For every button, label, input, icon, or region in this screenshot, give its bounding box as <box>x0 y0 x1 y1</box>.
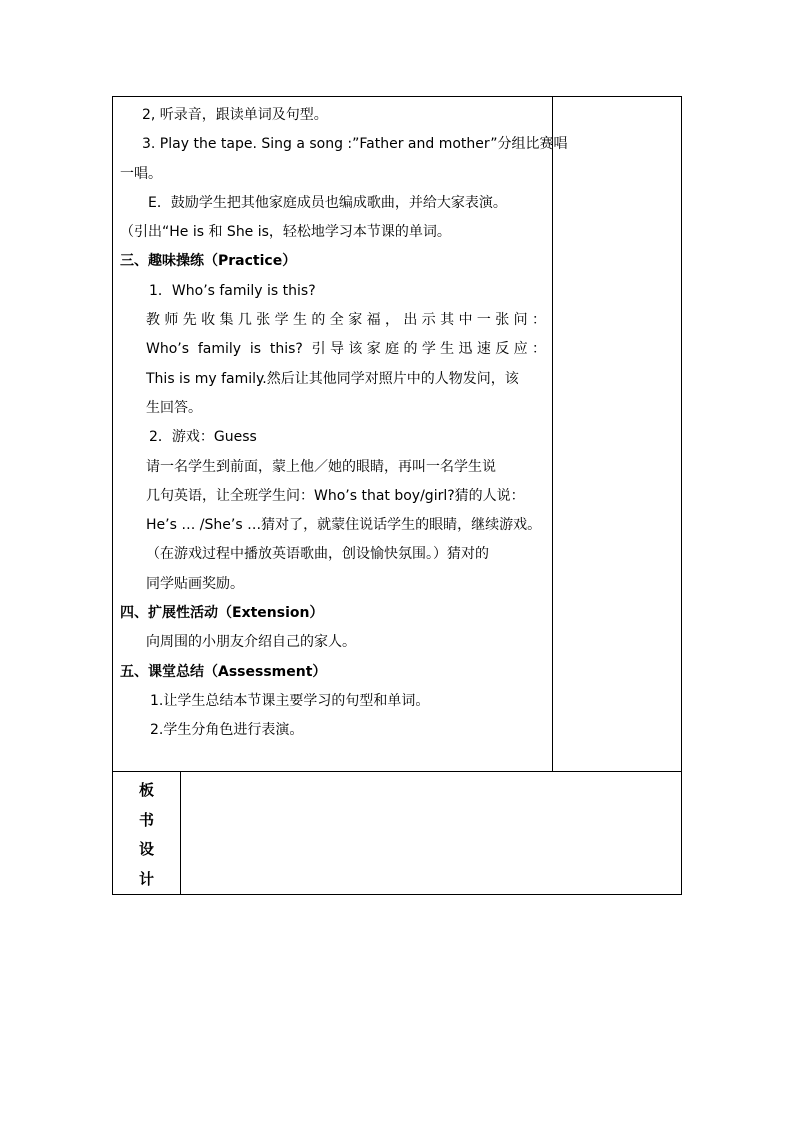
section-heading: 三、趣味操练（Practice） <box>120 253 297 270</box>
content-line: （引出“He is 和 She is，轻松地学习本节课的单词。 <box>120 224 451 241</box>
content-line: 同学贴画奖励。 <box>146 575 244 592</box>
content-line: 2.学生分角色进行表演。 <box>150 722 304 739</box>
content-line: This is my family.然后让其他同学对照片中的人物发问，该 <box>146 370 519 387</box>
board-design-content-cell <box>181 772 682 895</box>
board-design-label-cell <box>113 772 181 895</box>
procedure-content-cell <box>113 97 568 772</box>
section-heading: 五、课堂总结（Assessment） <box>120 663 327 680</box>
board-label-char: 设 <box>138 840 154 858</box>
section-heading: 四、扩展性活动（Extension） <box>120 605 324 622</box>
content-line: Who’s family is this? 引导该家庭的学生迅速反应： <box>146 341 546 358</box>
board-design-row <box>113 772 682 895</box>
content-line: （在游戏过程中播放英语歌曲，创设愉快氛围。）猜对的 <box>146 546 489 563</box>
content-line: 3. Play the tape. Sing a song :”Father and mother”分组比赛唱 <box>142 136 568 153</box>
content-line: 1.让学生总结本节课主要学习的句型和单词。 <box>150 692 430 709</box>
board-label-char: 书 <box>138 810 154 829</box>
content-line: 请一名学生到前面，蒙上他／她的眼睛，再叫一名学生说 <box>146 458 496 475</box>
board-label-char: 板 <box>138 781 154 799</box>
content-line: 几句英语，让全班学生问：Who’s that boy/girl?猜的人说： <box>146 487 525 504</box>
content-line: 一唱。 <box>120 165 162 182</box>
content-line: 2．游戏：Guess <box>149 429 257 446</box>
content-line: 向周围的小朋友介绍自己的家人。 <box>146 634 356 651</box>
content-line: 生回答。 <box>146 399 202 416</box>
board-label-char: 计 <box>138 869 154 888</box>
content-line: 2, 听录音，跟读单词及句型。 <box>142 107 328 123</box>
notes-cell <box>553 97 682 772</box>
procedure-row <box>113 97 682 772</box>
board-design-label <box>113 772 180 894</box>
content-line: He’s … /She’s …猜对了，就蒙住说话学生的眼睛，继续游戏。 <box>146 517 542 534</box>
content-line: 1．Who’s family is this? <box>149 282 316 299</box>
content-line: E．鼓励学生把其他家庭成员也编成歌曲，并给大家表演。 <box>148 194 507 211</box>
lesson-plan-table <box>112 96 682 895</box>
content-line: 教师先收集几张学生的全家福，出示其中一张问： <box>146 312 546 329</box>
procedure-content <box>113 97 568 746</box>
